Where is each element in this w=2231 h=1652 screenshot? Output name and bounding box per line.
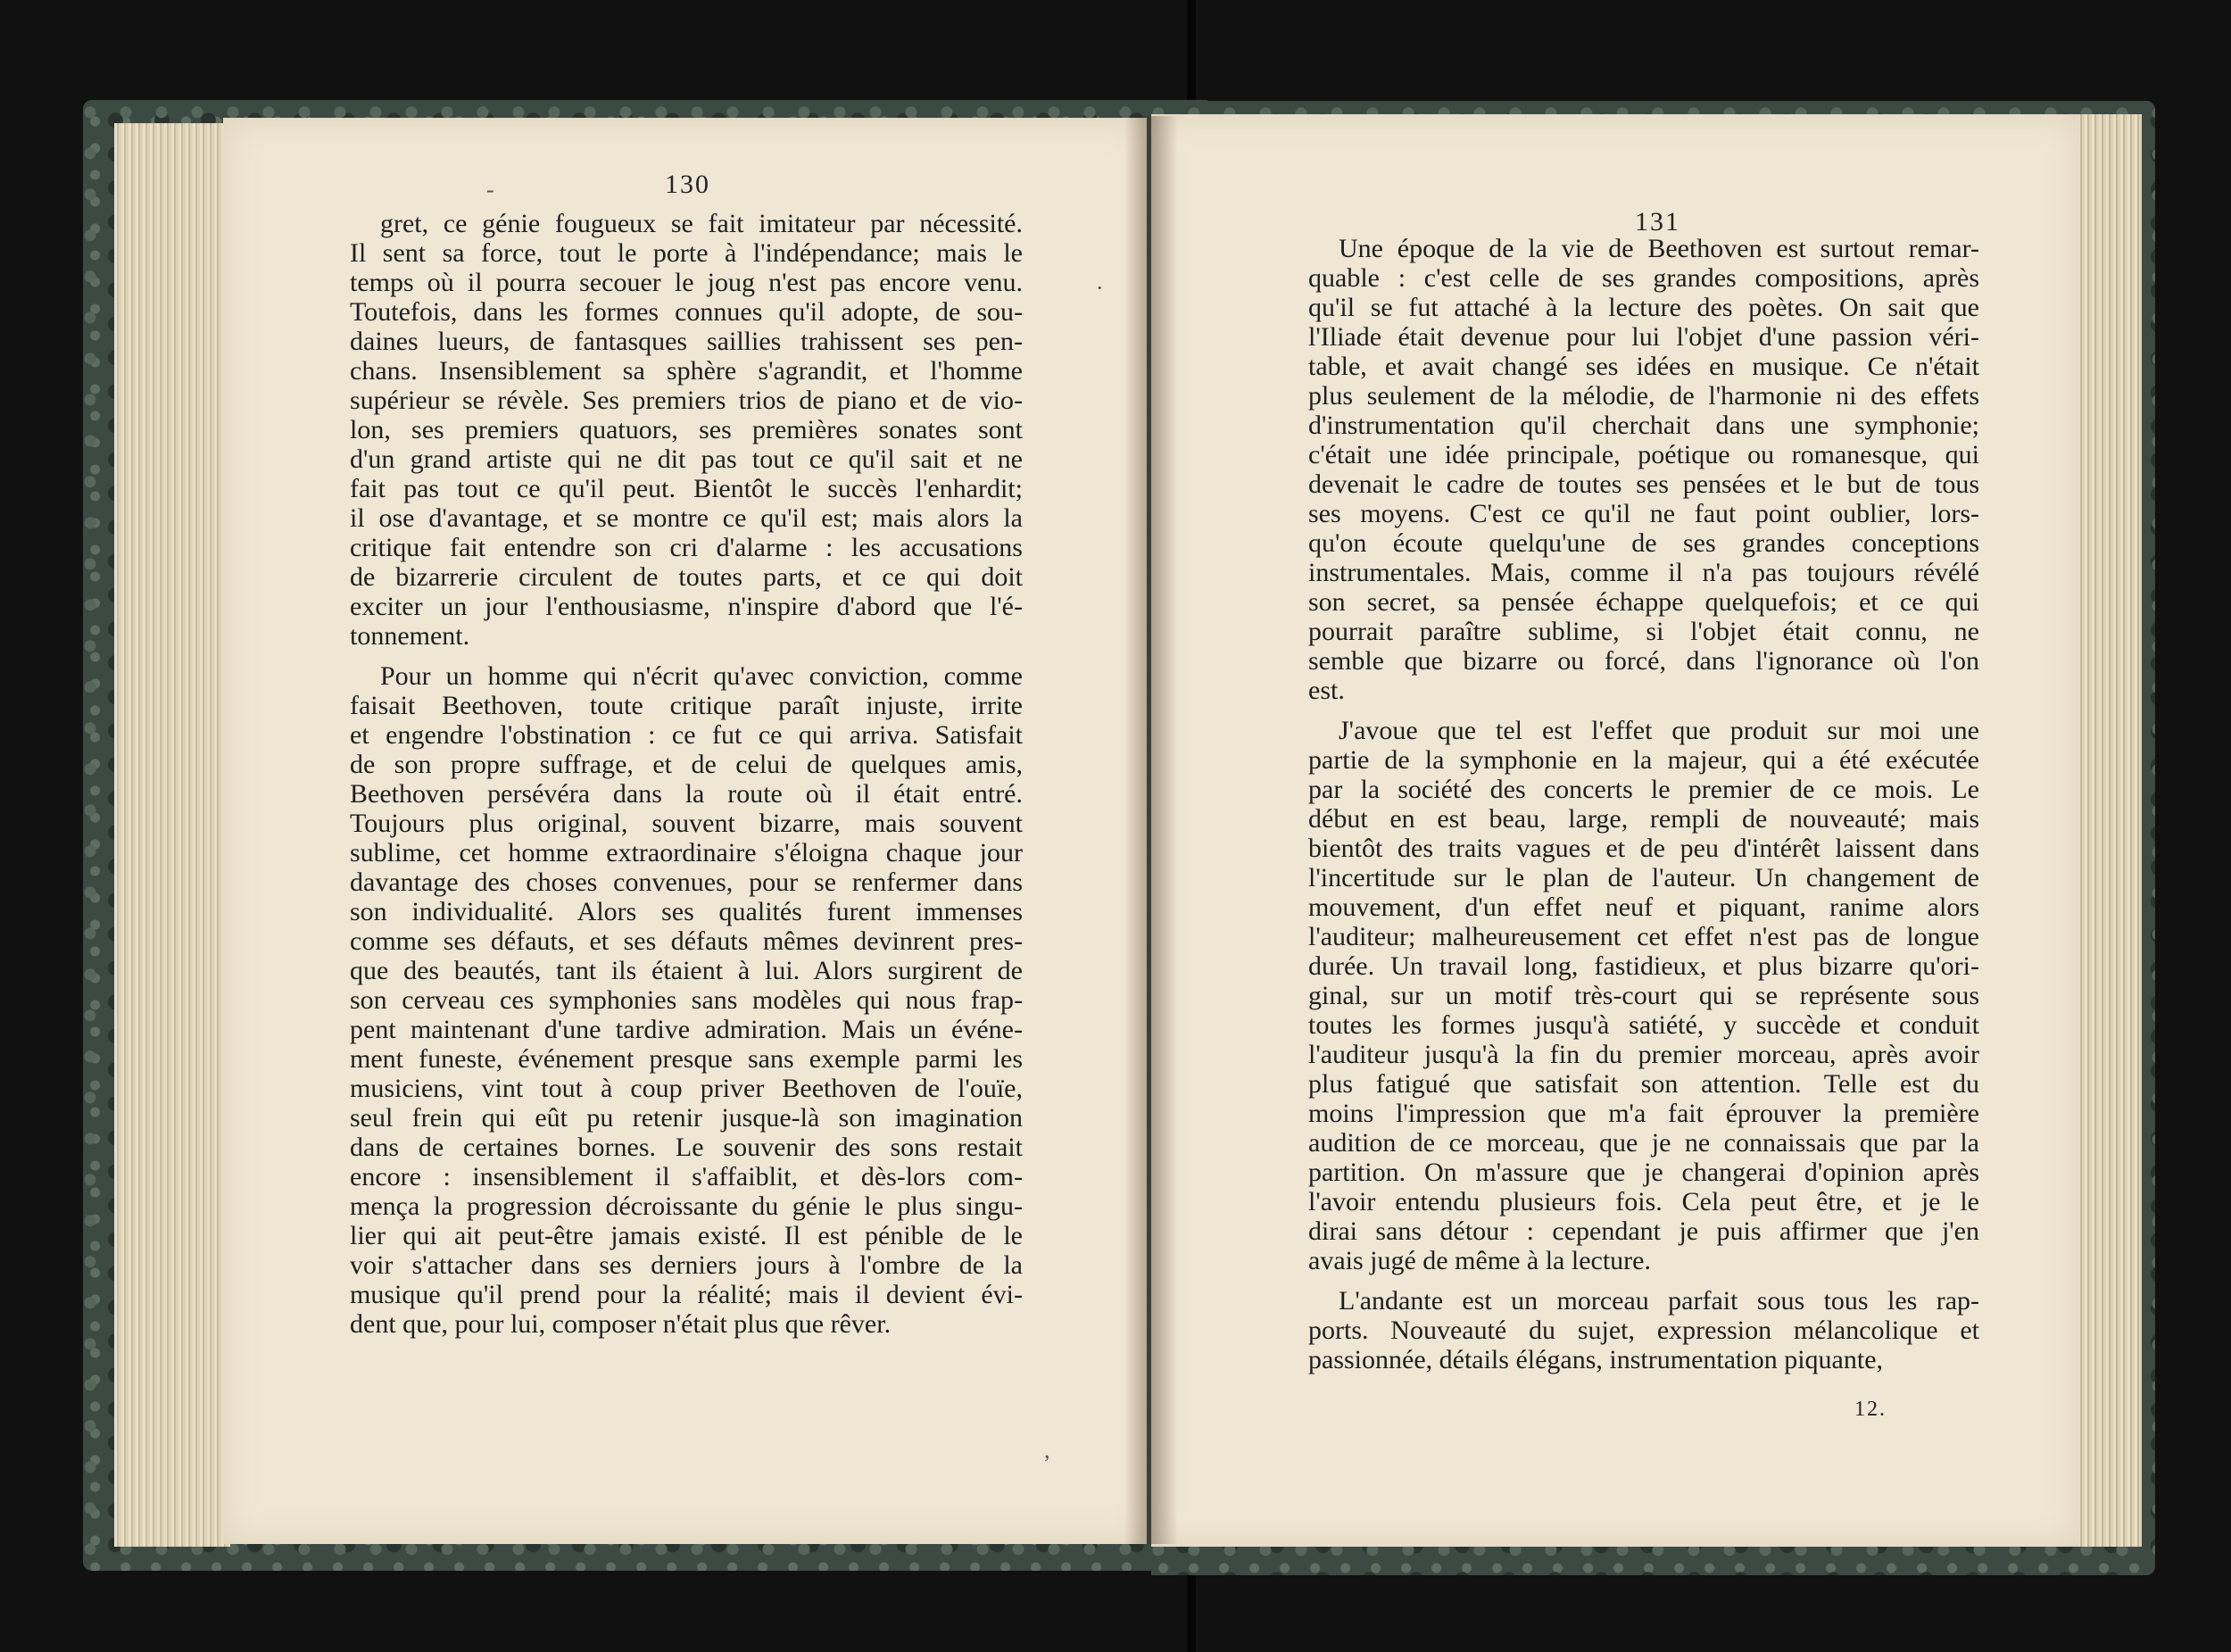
text-line: Pour un homme qui n'écrit qu'avec conviction, comme [380,661,1023,691]
text-line: critique fait entendre son cri d'alarme : les accusations [350,533,1023,562]
text-line: exciter un jour l'enthousiasme, n'inspire d'abord que l'é- [350,592,1023,621]
text-line: ses moyens. C'est ce qu'il ne faut point oublier, lors- [1308,499,1979,528]
page-edges-right [2070,114,2142,1547]
text-line: Toutefois, dans les formes connues qu'il adopte, de sou- [350,297,1023,327]
stray-mark: - [486,177,494,203]
text-line: daines lueurs, de fantasques saillies trahissent ses pen- [350,327,1023,356]
text-line: pourrait paraître sublime, si l'objet était connu, ne [1308,617,1979,646]
text-line: c'était une idée principale, poétique ou romanesque, qui [1308,440,1979,469]
text-line: son cerveau ces symphonies sans modèles qui nous frap- [350,985,1023,1015]
text-line: fait pas tout ce qu'il peut. Bientôt le succès l'enhardit; [350,474,1023,503]
text-line: pent maintenant d'une tardive admiration. Mais un événe- [350,1015,1023,1044]
left-page-text [350,209,1023,1339]
text-line: qu'on écoute quelqu'une de ses grandes conceptions [1308,528,1979,558]
right-page-text [1308,234,1979,1374]
text-line: J'avoue que tel est l'effet que produit sur moi une [1339,716,1979,745]
text-line: son secret, sa pensée échappe quelquefois; et ce qui [1308,587,1979,617]
text-line: audition de ce morceau, que je ne connaissais que par la [1308,1128,1979,1158]
text-line: dirai sans détour : cependant je puis affirmer que j'en [1308,1216,1979,1246]
text-line: début en est beau, large, rempli de nouveauté; mais [1308,804,1979,834]
text-line: davantage des choses convenues, pour se renfermer dans [350,868,1023,897]
text-line: dent que, pour lui, composer n'était plus que rêver. [350,1309,892,1339]
text-line: lon, ses premiers quatuors, ses premières sonates sont [350,415,1023,444]
text-line: par la société des concerts le premier de ce mois. Le [1308,775,1979,804]
text-line: faisait Beethoven, toute critique paraît injuste, irrite [350,691,1023,720]
text-line: bientôt des traits vagues et de peu d'intérêt laissent dans [1308,834,1979,863]
text-line: plus fatigué que satisfait son attention. Telle est du [1308,1069,1979,1099]
text-line: avais jugé de même à la lecture. [1308,1246,1651,1275]
text-line: toutes les formes jusqu'à satiété, y succède et conduit [1308,1010,1979,1040]
text-line: Une époque de la vie de Beethoven est surtout remar- [1339,234,1979,263]
text-line: l'avoir entendu plusieurs fois. Cela peut être, et je le [1308,1187,1979,1216]
book-gutter [1124,116,1178,1544]
text-line: ment funeste, événement presque sans exemple parmi les [350,1044,1023,1074]
text-line: de son propre suffrage, et de celui de quelques amis, [350,750,1023,779]
text-line: Toujours plus original, souvent bizarre, mais souvent [350,809,1023,838]
text-line: que des beautés, tant ils étaient à lui. Alors surgirent de [350,956,1023,985]
page-edges-left [114,123,230,1547]
text-line: mouvement, d'un effet neuf et piquant, ranime alors [1308,892,1979,922]
text-line: lier qui ait peut-être jamais existé. Il est pénible de le [350,1221,1023,1250]
text-line: d'instrumentation qu'il cherchait dans une symphonie; [1308,411,1979,440]
text-line: ports. Nouveauté du sujet, expression mélancolique et [1308,1316,1979,1345]
text-line: l'Iliade était devenue pour lui l'objet d'une passion véri- [1308,322,1979,352]
text-line: temps où il pourra secouer le joug n'est pas encore venu. [350,268,1023,297]
text-line: supérieur se révèle. Ses premiers trios de piano et de vio- [350,386,1023,415]
stray-mark: , [1044,1437,1050,1463]
paragraph-gap [350,651,1023,661]
text-line: devenait le cadre de toutes ses pensées et le but de tous [1308,469,1979,499]
text-line: son individualité. Alors ses qualités furent immenses [350,897,1023,926]
text-line: gret, ce génie fougueux se fait imitateur par nécessité. [380,209,1023,238]
text-line: instrumentales. Mais, comme il n'a pas toujours révélé [1308,558,1979,587]
text-line: tonnement. [350,621,470,651]
text-line: d'un grand artiste qui ne dit pas tout ce qu'il sait et ne [350,444,1023,474]
text-line: est. [1308,676,1345,705]
text-line: passionnée, détails élégans, instrumentation piquante, [1308,1345,1884,1374]
paragraph-gap [1308,705,1979,716]
text-line: voir s'attacher dans ses derniers jours à l'ombre de la [350,1250,1023,1280]
signature-mark: 12. [1854,1398,1887,1421]
text-line: de bizarrerie circulent de toutes parts, et ce qui doit [350,562,1023,592]
text-line: partition. On m'assure que je changerai d'opinion après [1308,1158,1979,1187]
text-line: encore : insensiblement il s'affaiblit, et dès-lors com- [350,1162,1023,1191]
text-line: musiciens, vint tout à coup priver Beethoven de l'ouïe, [350,1074,1023,1103]
text-line: L'andante est un morceau parfait sous tous les rap- [1339,1286,1979,1316]
text-line: musique qu'il prend pour la réalité; mais il devient évi- [350,1280,1023,1309]
text-line: table, et avait changé ses idées en musique. Ce n'était [1308,352,1979,381]
text-line: plus seulement de la mélodie, de l'harmonie ni des effets [1308,381,1979,411]
text-line: sublime, cet homme extraordinaire s'éloigna chaque jour [350,838,1023,868]
text-line: l'auditeur jusqu'à la fin du premier morceau, après avoir [1308,1040,1979,1069]
text-line: dans de certaines bornes. Le souvenir des sons restait [350,1133,1023,1162]
text-line: l'incertitude sur le plan de l'auteur. Un changement de [1308,863,1979,892]
stray-mark: · [1096,275,1104,301]
text-line: chans. Insensiblement sa sphère s'agrandit, et l'homme [350,356,1023,386]
text-line: l'auditeur; malheureusement cet effet n'est pas de longue [1308,922,1979,951]
text-line: semble que bizarre ou forcé, dans l'ignorance où l'on [1308,646,1979,676]
text-line: quable : c'est celle de ses grandes compositions, après [1308,263,1979,293]
text-line: seul frein qui eût pu retenir jusque-là son imagination [350,1103,1023,1133]
text-line: durée. Un travail long, fastidieux, et plus bizarre qu'ori- [1308,951,1979,981]
page-number-right: 131 [1635,207,1680,237]
text-line: et engendre l'obstination : ce fut ce qui arriva. Satisfait [350,720,1023,750]
text-line: partie de la symphonie en la majeur, qui a été exécutée [1308,745,1979,775]
text-line: il ose d'avantage, et se montre ce qu'il est; mais alors la [350,503,1023,533]
text-line: Beethoven persévéra dans la route où il était entré. [350,779,1023,809]
text-line: Il sent sa force, tout le porte à l'indépendance; mais le [350,238,1023,268]
page-number-left: 130 [665,170,710,199]
text-line: ginal, sur un motif très-court qui se représente sous [1308,981,1979,1010]
text-line: moins l'impression que m'a fait éprouver la première [1308,1099,1979,1128]
text-line: mença la progression décroissante du génie le plus singu- [350,1191,1023,1221]
text-line: qu'il se fut attaché à la lecture des poètes. On sait que [1308,293,1979,322]
paragraph-gap [1308,1275,1979,1286]
text-line: comme ses défauts, et ses défauts mêmes devinrent pres- [350,926,1023,956]
